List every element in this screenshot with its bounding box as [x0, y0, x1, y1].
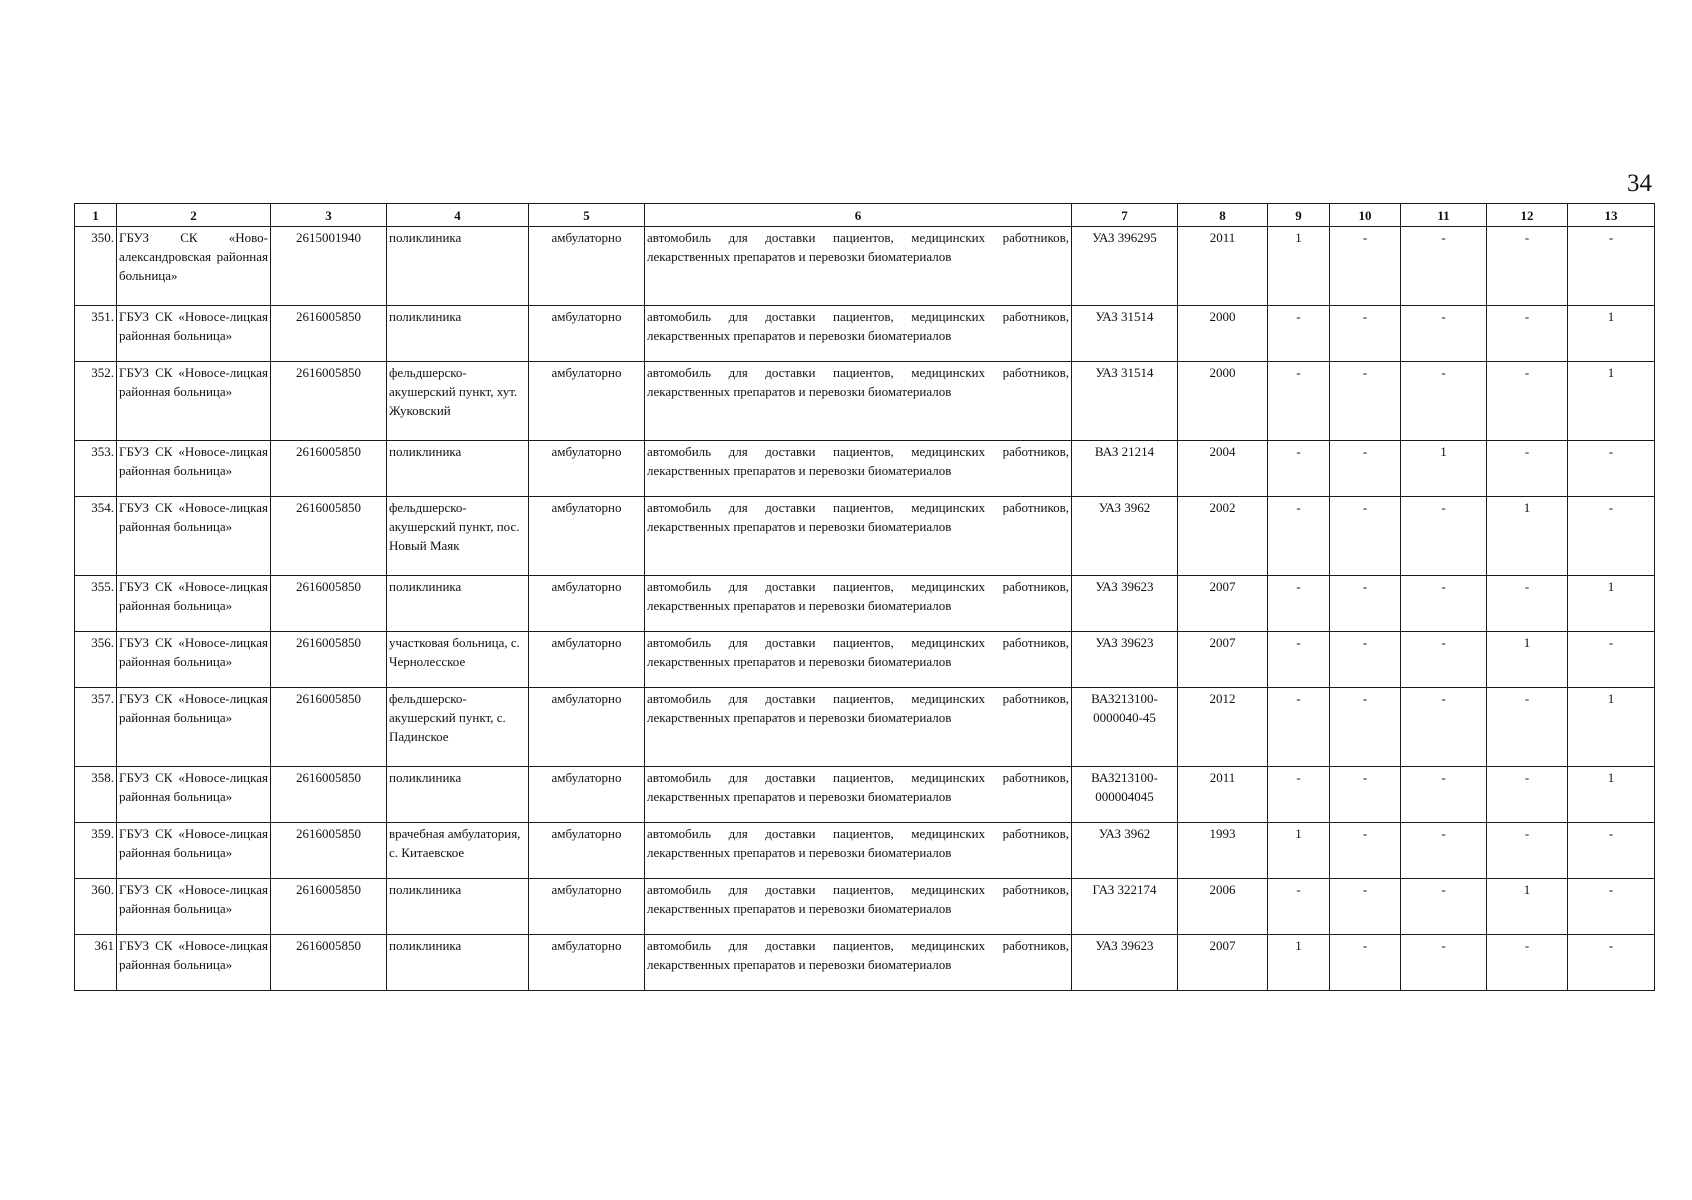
facility-location: фельдшерско-акушерский пункт, с. Падинское	[387, 688, 529, 767]
inn-code: 2616005850	[271, 306, 387, 362]
facility-location: поликлиника	[387, 306, 529, 362]
vehicle-year: 2002	[1178, 497, 1268, 576]
inn-code: 2615001940	[271, 227, 387, 306]
count-col-11: -	[1401, 227, 1487, 306]
vehicle-model: ГАЗ 322174	[1072, 879, 1178, 935]
count-col-13: -	[1568, 227, 1655, 306]
table-row	[75, 441, 1655, 497]
vehicle-purpose: автомобиль для доставки пациентов, медицинских работников, лекарственных препаратов и перевозки биоматериалов	[645, 227, 1072, 306]
count-col-9: -	[1268, 632, 1330, 688]
count-col-11: -	[1401, 632, 1487, 688]
organization-name: ГБУЗ СК «Новосе-лицкая районная больница»	[117, 362, 271, 441]
count-col-9: -	[1268, 576, 1330, 632]
vehicle-purpose: автомобиль для доставки пациентов, медицинских работников, лекарственных препаратов и перевозки биоматериалов	[645, 306, 1072, 362]
count-col-13: 1	[1568, 362, 1655, 441]
count-col-13: 1	[1568, 576, 1655, 632]
row-number: 355.	[75, 576, 117, 632]
inn-code: 2616005850	[271, 576, 387, 632]
inn-code: 2616005850	[271, 632, 387, 688]
count-col-10: -	[1330, 576, 1401, 632]
col-header-5: 5	[529, 204, 645, 227]
count-col-11: -	[1401, 688, 1487, 767]
row-number: 353.	[75, 441, 117, 497]
facility-location: поликлиника	[387, 879, 529, 935]
vehicle-model: УАЗ 39623	[1072, 576, 1178, 632]
facility-location: фельдшерско-акушерский пункт, пос. Новый Маяк	[387, 497, 529, 576]
count-col-10: -	[1330, 632, 1401, 688]
vehicle-model: УАЗ 39623	[1072, 632, 1178, 688]
vehicle-model: УАЗ 3962	[1072, 823, 1178, 879]
care-mode: амбулаторно	[529, 497, 645, 576]
col-header-9: 9	[1268, 204, 1330, 227]
col-header-8: 8	[1178, 204, 1268, 227]
count-col-11: -	[1401, 935, 1487, 991]
vehicle-year: 2000	[1178, 362, 1268, 441]
care-mode: амбулаторно	[529, 632, 645, 688]
count-col-11: -	[1401, 576, 1487, 632]
vehicle-registry-table	[74, 203, 1655, 991]
table-row	[75, 688, 1655, 767]
row-number: 351.	[75, 306, 117, 362]
vehicle-year: 2007	[1178, 632, 1268, 688]
count-col-11: -	[1401, 823, 1487, 879]
vehicle-purpose: автомобиль для доставки пациентов, медицинских работников, лекарственных препаратов и перевозки биоматериалов	[645, 362, 1072, 441]
organization-name: ГБУЗ СК «Новосе-лицкая районная больница»	[117, 441, 271, 497]
table-row	[75, 227, 1655, 306]
inn-code: 2616005850	[271, 879, 387, 935]
vehicle-model: УАЗ 3962	[1072, 497, 1178, 576]
count-col-9: -	[1268, 497, 1330, 576]
vehicle-purpose: автомобиль для доставки пациентов, медицинских работников, лекарственных препаратов и перевозки биоматериалов	[645, 767, 1072, 823]
count-col-12: -	[1487, 306, 1568, 362]
vehicle-model: УАЗ 31514	[1072, 362, 1178, 441]
table-row	[75, 632, 1655, 688]
vehicle-model: УАЗ 31514	[1072, 306, 1178, 362]
vehicle-purpose: автомобиль для доставки пациентов, медицинских работников, лекарственных препаратов и перевозки биоматериалов	[645, 576, 1072, 632]
page-number: 34	[1627, 170, 1652, 197]
col-header-4: 4	[387, 204, 529, 227]
organization-name: ГБУЗ СК «Новосе-лицкая районная больница»	[117, 306, 271, 362]
count-col-11: 1	[1401, 441, 1487, 497]
inn-code: 2616005850	[271, 935, 387, 991]
count-col-9: 1	[1268, 823, 1330, 879]
vehicle-model: ВАЗ 21214	[1072, 441, 1178, 497]
row-number: 354.	[75, 497, 117, 576]
organization-name: ГБУЗ СК «Новосе-лицкая районная больница»	[117, 935, 271, 991]
table-row	[75, 362, 1655, 441]
count-col-9: -	[1268, 362, 1330, 441]
facility-location: поликлиника	[387, 441, 529, 497]
count-col-12: -	[1487, 576, 1568, 632]
facility-location: поликлиника	[387, 935, 529, 991]
row-number: 360.	[75, 879, 117, 935]
count-col-10: -	[1330, 227, 1401, 306]
care-mode: амбулаторно	[529, 688, 645, 767]
inn-code: 2616005850	[271, 497, 387, 576]
facility-location: поликлиника	[387, 227, 529, 306]
col-header-6: 6	[645, 204, 1072, 227]
count-col-10: -	[1330, 879, 1401, 935]
organization-name: ГБУЗ СК «Новосе-лицкая районная больница»	[117, 576, 271, 632]
column-number-header	[75, 204, 1655, 227]
inn-code: 2616005850	[271, 362, 387, 441]
count-col-12: -	[1487, 688, 1568, 767]
row-number: 358.	[75, 767, 117, 823]
row-number: 361	[75, 935, 117, 991]
col-header-3: 3	[271, 204, 387, 227]
organization-name: ГБУЗ СК «Новосе-лицкая районная больница»	[117, 688, 271, 767]
count-col-13: -	[1568, 632, 1655, 688]
count-col-12: 1	[1487, 879, 1568, 935]
count-col-11: -	[1401, 362, 1487, 441]
count-col-9: 1	[1268, 935, 1330, 991]
count-col-12: -	[1487, 823, 1568, 879]
count-col-11: -	[1401, 306, 1487, 362]
count-col-12: 1	[1487, 632, 1568, 688]
col-header-10: 10	[1330, 204, 1401, 227]
vehicle-purpose: автомобиль для доставки пациентов, медицинских работников, лекарственных препаратов и перевозки биоматериалов	[645, 823, 1072, 879]
count-col-9: -	[1268, 306, 1330, 362]
vehicle-purpose: автомобиль для доставки пациентов, медицинских работников, лекарственных препаратов и перевозки биоматериалов	[645, 688, 1072, 767]
vehicle-year: 2006	[1178, 879, 1268, 935]
count-col-13: -	[1568, 497, 1655, 576]
count-col-11: -	[1401, 497, 1487, 576]
facility-location: поликлиника	[387, 576, 529, 632]
care-mode: амбулаторно	[529, 227, 645, 306]
facility-location: участковая больница, с. Чернолесское	[387, 632, 529, 688]
count-col-10: -	[1330, 497, 1401, 576]
table-row	[75, 767, 1655, 823]
col-header-1: 1	[75, 204, 117, 227]
vehicle-year: 2011	[1178, 767, 1268, 823]
care-mode: амбулаторно	[529, 823, 645, 879]
organization-name: ГБУЗ СК «Новосе-лицкая районная больница»	[117, 823, 271, 879]
vehicle-year: 2007	[1178, 576, 1268, 632]
count-col-13: -	[1568, 879, 1655, 935]
count-col-13: -	[1568, 441, 1655, 497]
organization-name: ГБУЗ СК «Новосе-лицкая районная больница»	[117, 767, 271, 823]
care-mode: амбулаторно	[529, 362, 645, 441]
count-col-11: -	[1401, 767, 1487, 823]
vehicle-model: УАЗ 39623	[1072, 935, 1178, 991]
organization-name: ГБУЗ СК «Новосе-лицкая районная больница»	[117, 497, 271, 576]
vehicle-year: 2007	[1178, 935, 1268, 991]
row-number: 356.	[75, 632, 117, 688]
vehicle-purpose: автомобиль для доставки пациентов, медицинских работников, лекарственных препаратов и перевозки биоматериалов	[645, 935, 1072, 991]
count-col-10: -	[1330, 362, 1401, 441]
count-col-13: 1	[1568, 688, 1655, 767]
vehicle-model: ВАЗ213100-0000040-45	[1072, 688, 1178, 767]
count-col-9: -	[1268, 879, 1330, 935]
count-col-10: -	[1330, 767, 1401, 823]
count-col-12: -	[1487, 767, 1568, 823]
vehicle-year: 2004	[1178, 441, 1268, 497]
count-col-10: -	[1330, 688, 1401, 767]
count-col-9: -	[1268, 441, 1330, 497]
table-row	[75, 576, 1655, 632]
organization-name: ГБУЗ СК «Новосе-лицкая районная больница»	[117, 879, 271, 935]
facility-location: фельдшерско-акушерский пункт, хут. Жуковский	[387, 362, 529, 441]
count-col-12: -	[1487, 362, 1568, 441]
row-number: 359.	[75, 823, 117, 879]
count-col-13: 1	[1568, 306, 1655, 362]
table-row	[75, 306, 1655, 362]
care-mode: амбулаторно	[529, 879, 645, 935]
table-row	[75, 823, 1655, 879]
inn-code: 2616005850	[271, 441, 387, 497]
col-header-12: 12	[1487, 204, 1568, 227]
vehicle-year: 2012	[1178, 688, 1268, 767]
care-mode: амбулаторно	[529, 767, 645, 823]
count-col-12: -	[1487, 935, 1568, 991]
count-col-11: -	[1401, 879, 1487, 935]
facility-location: поликлиника	[387, 767, 529, 823]
row-number: 357.	[75, 688, 117, 767]
vehicle-year: 1993	[1178, 823, 1268, 879]
table-body	[75, 227, 1655, 991]
vehicle-purpose: автомобиль для доставки пациентов, медицинских работников, лекарственных препаратов и перевозки биоматериалов	[645, 632, 1072, 688]
vehicle-year: 2000	[1178, 306, 1268, 362]
count-col-9: 1	[1268, 227, 1330, 306]
vehicle-purpose: автомобиль для доставки пациентов, медицинских работников, лекарственных препаратов и перевозки биоматериалов	[645, 441, 1072, 497]
inn-code: 2616005850	[271, 767, 387, 823]
count-col-10: -	[1330, 441, 1401, 497]
table-row	[75, 879, 1655, 935]
vehicle-model: УАЗ 396295	[1072, 227, 1178, 306]
vehicle-year: 2011	[1178, 227, 1268, 306]
count-col-13: 1	[1568, 767, 1655, 823]
count-col-10: -	[1330, 823, 1401, 879]
organization-name: ГБУЗ СК «Новосе-лицкая районная больница»	[117, 632, 271, 688]
vehicle-model: ВАЗ213100-000004045	[1072, 767, 1178, 823]
count-col-9: -	[1268, 688, 1330, 767]
col-header-11: 11	[1401, 204, 1487, 227]
care-mode: амбулаторно	[529, 441, 645, 497]
col-header-7: 7	[1072, 204, 1178, 227]
count-col-13: -	[1568, 823, 1655, 879]
count-col-12: -	[1487, 441, 1568, 497]
row-number: 350.	[75, 227, 117, 306]
count-col-10: -	[1330, 935, 1401, 991]
vehicle-purpose: автомобиль для доставки пациентов, медицинских работников, лекарственных препаратов и перевозки биоматериалов	[645, 497, 1072, 576]
count-col-9: -	[1268, 767, 1330, 823]
vehicle-purpose: автомобиль для доставки пациентов, медицинских работников, лекарственных препаратов и перевозки биоматериалов	[645, 879, 1072, 935]
count-col-13: -	[1568, 935, 1655, 991]
count-col-10: -	[1330, 306, 1401, 362]
facility-location: врачебная амбулатория, с. Китаевское	[387, 823, 529, 879]
col-header-13: 13	[1568, 204, 1655, 227]
inn-code: 2616005850	[271, 688, 387, 767]
col-header-2: 2	[117, 204, 271, 227]
count-col-12: 1	[1487, 497, 1568, 576]
inn-code: 2616005850	[271, 823, 387, 879]
care-mode: амбулаторно	[529, 576, 645, 632]
row-number: 352.	[75, 362, 117, 441]
count-col-12: -	[1487, 227, 1568, 306]
table-row	[75, 935, 1655, 991]
organization-name: ГБУЗ СК «Ново-александровская районная больница»	[117, 227, 271, 306]
care-mode: амбулаторно	[529, 306, 645, 362]
care-mode: амбулаторно	[529, 935, 645, 991]
table-row	[75, 497, 1655, 576]
